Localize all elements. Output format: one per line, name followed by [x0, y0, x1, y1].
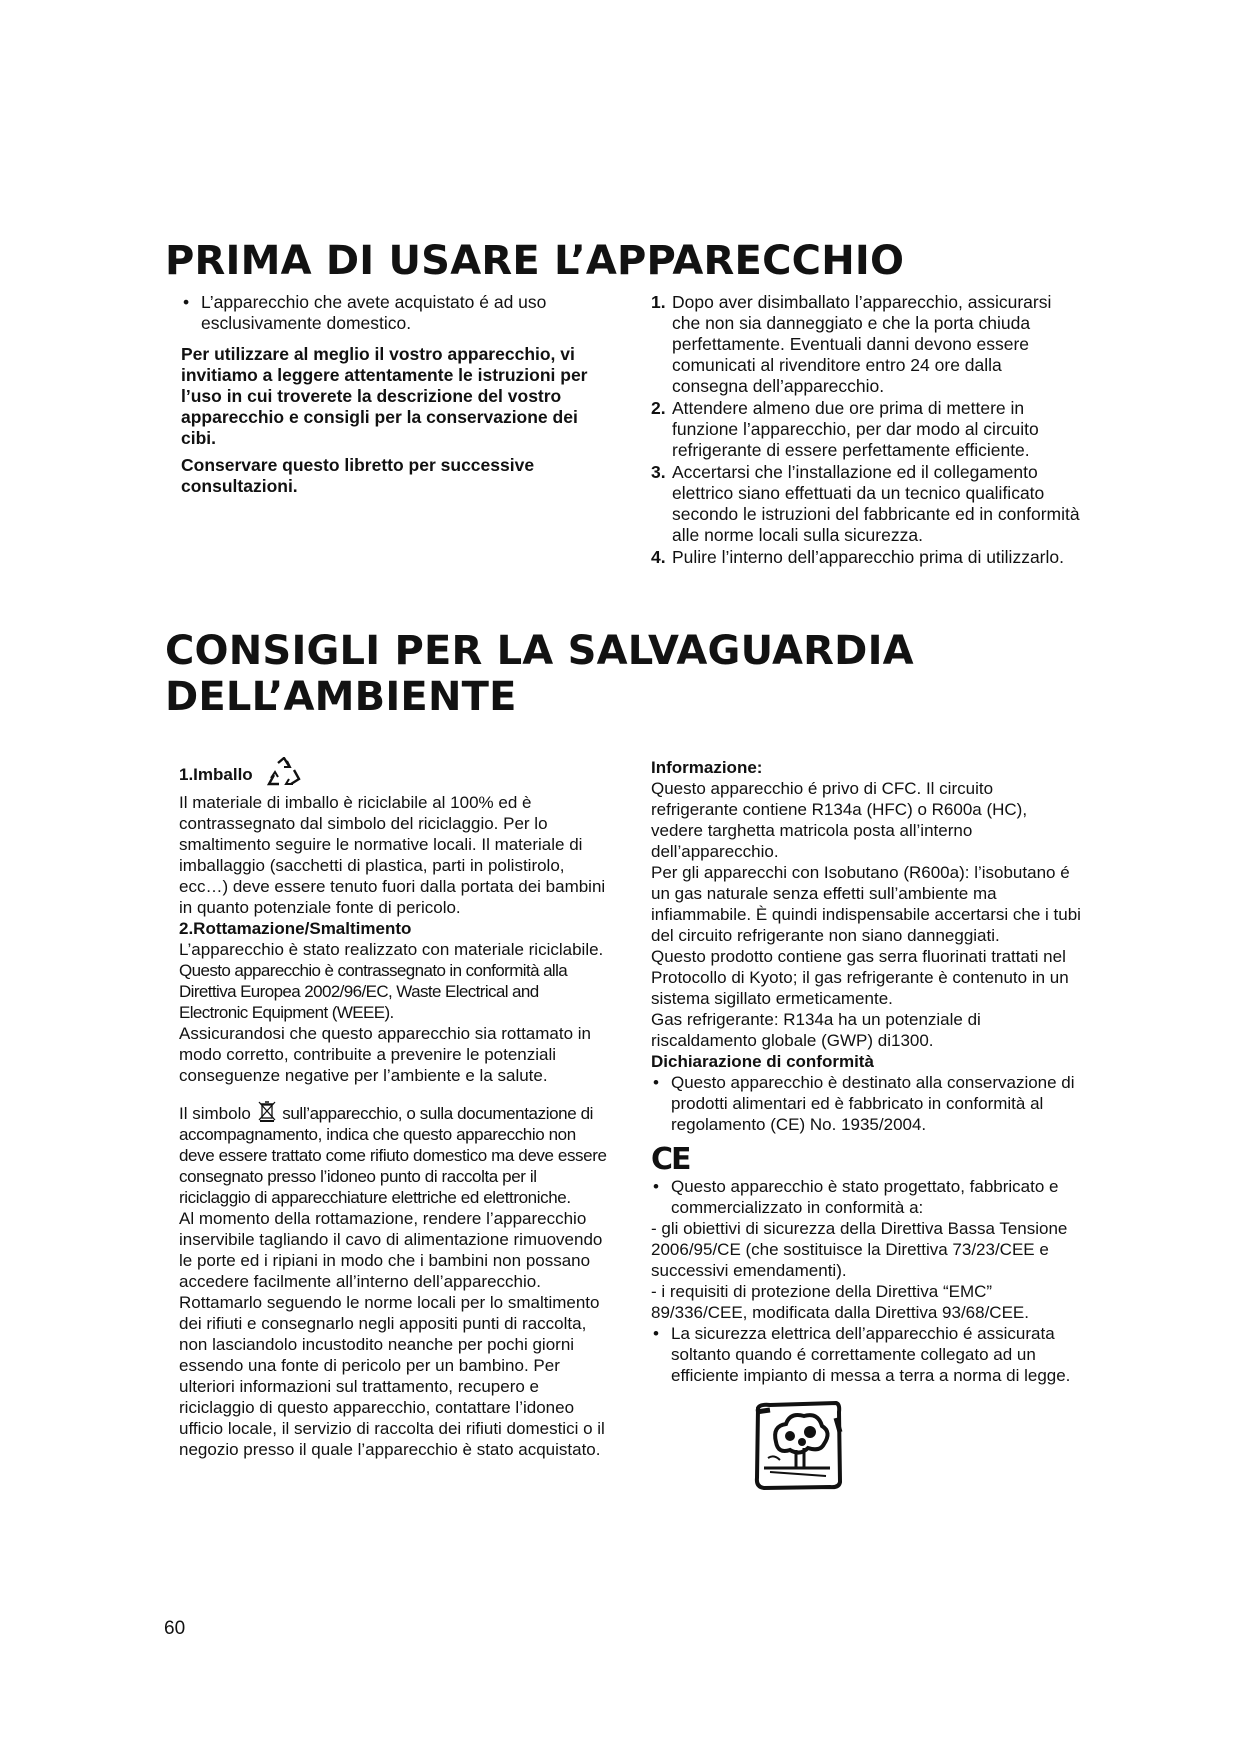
simbolo-prefix: Il simbolo — [179, 1104, 251, 1123]
info-text-1: Questo apparecchio é privo di CFC. Il circuito refrigerante contiene R134a (HFC) o R600a (HC), vedere targhetta matricola posta all’interno dell’apparecchio. — [651, 779, 1028, 861]
direttiva-text-1: - gli obiettivi di sicurezza della Direttiva Bassa Tensione 2006/95/CE (che sostituisce la Direttiva 73/23/CEE e successivi emendamenti). — [651, 1219, 1068, 1280]
keep-booklet-note: Conservare questo libretto per successive consultazioni. — [181, 455, 535, 496]
info-text-4: Gas refrigerante: R134a ha un potenziale di riscaldamento globale (GWP) di1300. — [651, 1010, 981, 1050]
info-text-3: Questo prodotto contiene gas serra fluorinati trattati nel Protocollo di Kyoto; il gas refrigerante è contenuto in un sistema sigillato ermeticamente. — [651, 947, 1069, 1008]
list-item — [651, 292, 1081, 397]
direttiva-text-2: - i requisiti di protezione della Direttiva “EMC” 89/336/CEE, modificata dalla Direttiva 93/68/CEE. — [651, 1282, 1029, 1322]
conformita-bullet: • Questo apparecchio è destinato alla conservazione di prodotti alimentari ed è fabbricato in conformità al regolamento (CE) No. 1935/2004. — [651, 1072, 1081, 1135]
imballo-text: Il materiale di imballo è riciclabile al 100% ed è contrassegnato dal simbolo del riciclaggio. Per lo smaltimento seguire le normative locali. Il materiale di imballaggio (sacchetti di plastica, parti in polistirolo, ecc…) deve essere tenuto fuori dalla portata dei bambini in quanto potenziale fonte di pericolo. — [179, 793, 606, 917]
rottamazione-text-5: Rottamarlo seguendo le norme locali per lo smaltimento dei rifiuti e consegnarlo negli appositi punti di raccolta, non lasciandolo incustodito neanche per pochi giorni essendo una fonte di pericolo per un bambino. Per ulteriori informazioni sul trattamento, recupero e riciclaggio di questo apparecchio, contattare l’idoneo ufficio locale, il servizio di raccolta dei rifiuti domestici o il negozio presso il quale l’apparecchio è stato acquistato. — [179, 1293, 605, 1459]
step-number: 3. — [651, 462, 666, 482]
rottamazione-text-1: L’apparecchio è stato realizzato con materiale riciclabile. — [179, 940, 604, 959]
sicurezza-bullet: • La sicurezza elettrica dell’apparecchio é assicurata soltanto quando é correttamente collegato ad un efficiente impianto di messa a terra a norma di legge. — [651, 1323, 1081, 1386]
section-title-environment — [165, 628, 914, 720]
rottamazione-text-4: Al momento della rottamazione, rendere l’apparecchio inservibile tagliando il cavo di alimentazione rimuovendo le porte ed i ripiani in modo che i bambini non possano accedere facilmente all’interno dell’apparecchio. — [179, 1209, 603, 1291]
steps-column — [651, 292, 1081, 569]
conformita-heading: Dichiarazione di conformità — [651, 1052, 874, 1071]
simbolo-paragraph — [179, 1100, 609, 1208]
eco-tree-icon — [750, 1398, 1081, 1499]
step-number: 2. — [651, 398, 666, 418]
steps-list — [651, 292, 1081, 568]
imballo-heading: 1.Imballo — [179, 765, 253, 784]
intro-column — [181, 292, 611, 497]
rottamazione-text-2: Questo apparecchio è contrassegnato in conformità alla Direttiva Europea 2002/96/EC, Waste Electrical and Electronic Equipment (WEEE). — [179, 961, 568, 1022]
list-item — [651, 547, 1081, 568]
step-number: 1. — [651, 292, 666, 312]
ce-mark: CE — [651, 1142, 690, 1177]
information-column — [651, 757, 1081, 1499]
rottamazione-text-3: Assicurandosi che questo apparecchio sia rottamato in modo corretto, contribuite a prevenire le potenziali conseguenze negative per l’ambiente e la salute. — [179, 1024, 592, 1085]
crossed-bin-icon — [256, 1100, 278, 1120]
progettato-bullet: • Questo apparecchio è stato progettato, fabbricato e commercializzato in conformità a: — [651, 1176, 1081, 1218]
page-title: PRIMA DI USARE L’APPARECCHIO — [165, 238, 905, 284]
step-text: Pulire l’interno dell’apparecchio prima di utilizzarlo. — [672, 547, 1064, 567]
domestic-use-note: • L’apparecchio che avete acquistato é ad uso esclusivamente domestico. — [181, 292, 611, 334]
section-title-line-1: CONSIGLI PER LA SALVAGUARDIA — [165, 628, 914, 674]
step-text: Accertarsi che l’installazione ed il collegamento elettrico siano effettuati da un tecnico qualificato secondo le istruzioni del fabbricante ed in conformità alle norme locali sulla sicurezza. — [672, 462, 1080, 545]
step-text: Dopo aver disimballato l’apparecchio, assicurarsi che non sia danneggiato e che la porta chiuda perfettamente. Eventuali danni devono essere comunicati al rivenditore entro 24 ore dalla consegna dell’apparecchio. — [672, 292, 1052, 396]
read-instructions-note: Per utilizzare al meglio il vostro apparecchio, vi invitiamo a leggere attentamente le istruzioni per l’uso in cui troverete la descrizione del vostro apparecchio e consigli per la conservazione dei cibi. — [181, 344, 588, 448]
info-heading: Informazione: — [651, 758, 763, 777]
page-number: 60 — [164, 1618, 186, 1639]
step-number: 4. — [651, 547, 666, 567]
imballo-header — [179, 757, 609, 792]
list-item — [651, 398, 1081, 461]
info-text-2: Per gli apparecchi con Isobutano (R600a): l’isobutano é un gas naturale senza effetti sull’ambiente ma infiammabile. È quindi indispensabile accertarsi che i tubi del circuito refrigerante non siano danneggiati. — [651, 863, 1081, 945]
disposal-column — [179, 757, 609, 1460]
rottamazione-heading: 2.Rottamazione/Smaltimento — [179, 919, 412, 938]
section-title-line-2: DELL’AMBIENTE — [165, 674, 517, 720]
recycle-icon — [267, 757, 301, 792]
simbolo-text: sull’apparecchio, o sulla documentazione di accompagnamento, indica che questo apparecchio non deve essere trattato come rifiuto domestico ma deve essere consegnato presso l’idoneo punto di raccolta per il riciclaggio di apparecchiature elettriche ed elettroniche. — [179, 1104, 607, 1207]
list-item — [651, 462, 1081, 546]
step-text: Attendere almeno due ore prima di mettere in funzione l’apparecchio, per dar modo al circuito refrigerante di essere perfettamente efficiente. — [672, 398, 1039, 460]
